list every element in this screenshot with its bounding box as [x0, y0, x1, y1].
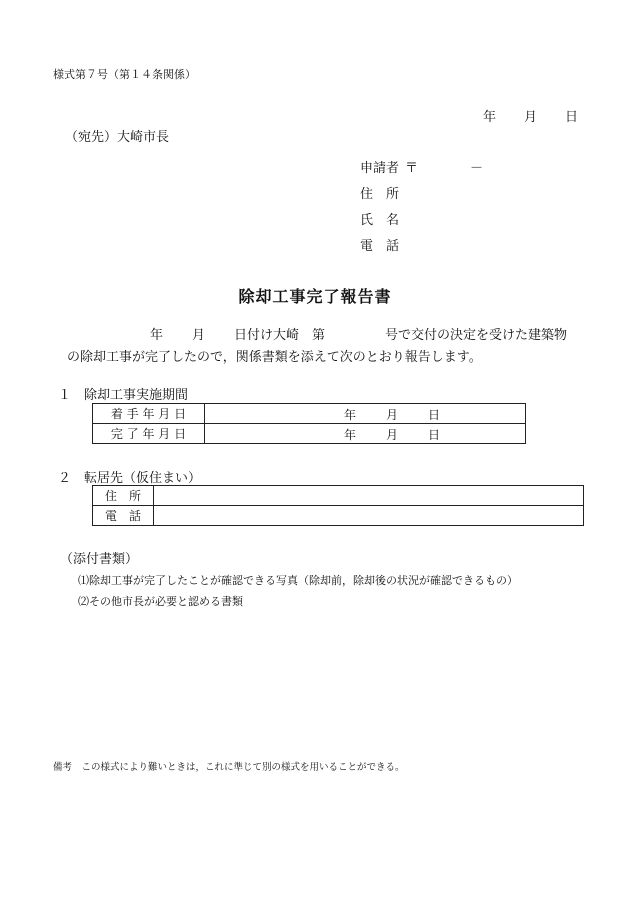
period-start-label: 着 手 年 月 日 [93, 404, 205, 424]
period-start-value[interactable] [205, 404, 526, 424]
section2-heading: ２ 転居先（仮住まい） [58, 471, 202, 486]
end-year: 年 [344, 428, 357, 442]
body-mid: 日付け大崎 第 [234, 328, 326, 343]
start-year: 年 [344, 408, 357, 422]
attachments-heading: （添付書類） [60, 552, 139, 567]
body-line2: の除却工事が完了したので，関係書類を添えて次のとおり報告します。 [67, 350, 482, 365]
table-row [93, 424, 526, 444]
start-month: 月 [386, 408, 399, 422]
period-end-label: 完 了 年 月 日 [93, 424, 205, 444]
document-title: 除却工事完了報告書 [238, 287, 392, 306]
postal-dash: － [470, 161, 484, 176]
date-day: 日 [565, 110, 579, 125]
date-month: 月 [524, 110, 538, 125]
relocation-address-label: 住 所 [93, 486, 154, 506]
applicant-phone-label: 電 話 [360, 239, 400, 254]
end-day: 日 [428, 428, 441, 442]
body-year: 年 [150, 328, 164, 343]
start-day: 日 [428, 408, 441, 422]
relocation-address-value[interactable] [154, 486, 584, 506]
applicant-name-label: 氏 名 [360, 213, 400, 228]
body-line1-end: 号で交付の決定を受けた建築物 [385, 328, 568, 343]
section1-heading: １ 除却工事実施期間 [58, 388, 189, 403]
table-row [93, 486, 584, 506]
table-row [93, 404, 526, 424]
table-row [93, 506, 584, 526]
relocation-phone-value[interactable] [154, 506, 584, 526]
date-year: 年 [483, 110, 497, 125]
attachment-item: ⑵その他市長が必要と認める書類 [78, 595, 243, 608]
period-end-value[interactable] [205, 424, 526, 444]
applicant-label: 申請者 [360, 161, 400, 176]
addressee: （宛先）大崎市長 [65, 130, 170, 145]
relocation-table [92, 485, 584, 526]
remarks: 備考 この様式により難いときは，これに準じて別の様式を用いることができる。 [53, 762, 405, 773]
relocation-phone-label: 電 話 [93, 506, 154, 526]
end-month: 月 [386, 428, 399, 442]
attachment-item: ⑴除却工事が完了したことが確認できる写真（除却前，除却後の状況が確認できるもの） [78, 574, 518, 587]
postal-mark: 〒 [405, 161, 419, 176]
form-number: 様式第７号（第１４条関係） [53, 68, 196, 81]
applicant-address-label: 住 所 [360, 187, 400, 202]
period-table [92, 403, 526, 444]
body-month: 月 [192, 328, 206, 343]
